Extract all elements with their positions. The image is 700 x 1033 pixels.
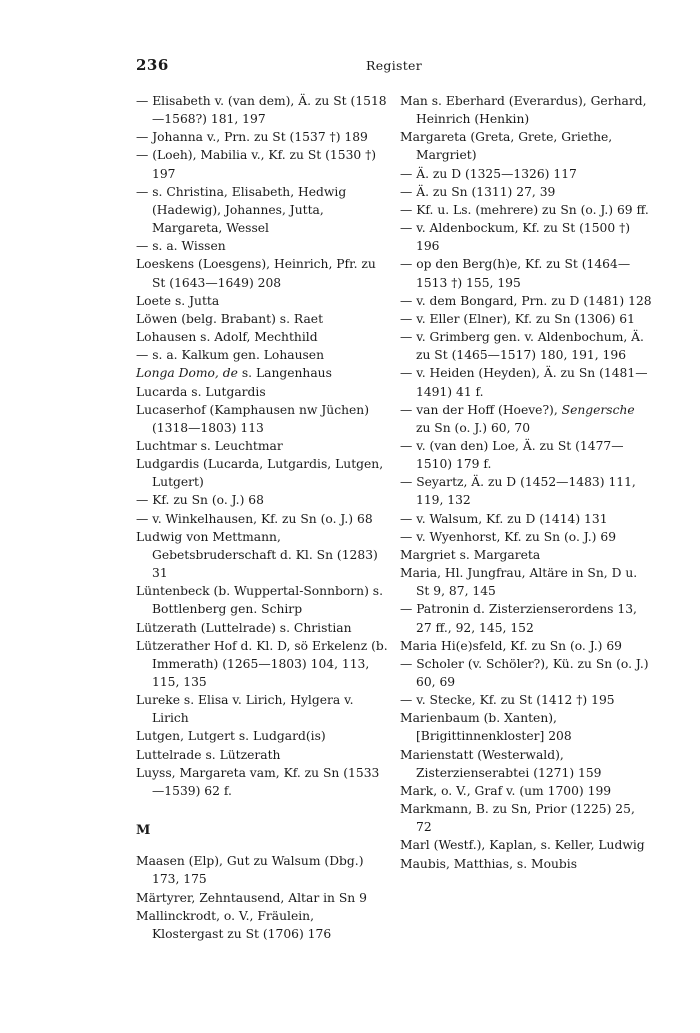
- entry-text: Ludgardis (Lucarda, Lutgardis, Lutgen, Lutgert): [136, 457, 384, 490]
- entry-text: Maria, Hl. Jungfrau, Altäre in Sn, D u. St 9, 87, 145: [400, 566, 638, 599]
- index-entry: [400, 782, 652, 800]
- entry-text: — Johanna v., Prn. zu St (1537 †) 189: [136, 130, 368, 145]
- index-entry: [136, 528, 388, 582]
- index-entry: [400, 128, 652, 164]
- entry-text: — v. Grimberg gen. v. Aldenbochum, Ä. zu St (1465—1517) 180, 191, 196: [400, 330, 644, 363]
- index-entry: [136, 255, 388, 291]
- entry-text: — van der Hoff (Hoeve?),: [400, 402, 562, 417]
- entry-text: Margriet s. Margareta: [400, 547, 541, 562]
- index-entry: [400, 836, 652, 854]
- entry-text: — s. a. Kalkum gen. Lohausen: [136, 348, 325, 363]
- entry-italic-text: Longa Domo, de: [136, 366, 238, 381]
- index-entry: [400, 510, 652, 528]
- entry-text: — op den Berg(h)e, Kf. zu St (1464—1513 †) 155, 195: [400, 257, 631, 290]
- index-entry: [400, 637, 652, 655]
- index-entry: [136, 691, 388, 727]
- entry-text: Loeskens (Loesgens), Heinrich, Pfr. zu St (1643—1649) 208: [136, 257, 376, 290]
- entry-text: — Seyartz, Ä. zu D (1452—1483) 111, 119, 132: [400, 475, 636, 508]
- index-entry: [400, 709, 652, 745]
- index-entry: [136, 510, 388, 528]
- index-entry: [400, 546, 652, 564]
- index-entry: [136, 183, 388, 237]
- index-entry: [400, 401, 652, 437]
- index-entry: [136, 727, 388, 745]
- index-entry: [136, 852, 388, 888]
- index-entry: [136, 328, 388, 346]
- index-entry: [136, 128, 388, 146]
- entry-text: — (Loeh), Mabilia v., Kf. zu St (1530 †) 197: [136, 148, 377, 181]
- index-entry: [136, 455, 388, 491]
- index-entry: [136, 637, 388, 691]
- entry-text: — v. Aldenbockum, Kf. zu St (1500 †) 196: [400, 221, 631, 254]
- entry-text: — v. Heiden (Heyden), Ä. zu Sn (1481—1491) 41 f.: [400, 366, 648, 399]
- entry-text: — Kf. u. Ls. (mehrere) zu Sn (o. J.) 69 ff.: [400, 202, 649, 217]
- entry-text: Margareta (Greta, Grete, Griethe, Margriet): [400, 130, 613, 163]
- index-entry: [400, 310, 652, 328]
- entry-text: Loete s. Jutta: [136, 293, 220, 308]
- index-entry: [400, 746, 652, 782]
- index-entry: [136, 491, 388, 509]
- entry-text: Luchtmar s. Leuchtmar: [136, 438, 283, 453]
- page-number: 236: [136, 56, 169, 74]
- entry-text: — v. Wyenhorst, Kf. zu Sn (o. J.) 69: [400, 529, 617, 544]
- index-entry: [400, 600, 652, 636]
- entry-text: — s. Christina, Elisabeth, Hedwig (Hadewig), Johannes, Jutta, Margareta, Wessel: [136, 184, 347, 236]
- entry-text: — Ä. zu Sn (1311) 27, 39: [400, 184, 556, 199]
- entry-text: Lützerather Hof d. Kl. D, sö Erkelenz (b. Immerath) (1265—1803) 104, 113, 115, 135: [136, 638, 388, 689]
- index-entry: [136, 346, 388, 364]
- entry-text: — v. dem Bongard, Prn. zu D (1481) 128: [400, 293, 652, 308]
- entry-text: Luyss, Margareta vam, Kf. zu Sn (1533—1539) 62 f.: [136, 765, 380, 798]
- right-entries: [400, 92, 652, 873]
- index-entry: [136, 237, 388, 255]
- entry-italic-text: Sengersche: [561, 402, 635, 417]
- index-entry: [136, 619, 388, 637]
- index-entry: [136, 292, 388, 310]
- index-entry: [400, 255, 652, 291]
- left-column: [136, 92, 388, 943]
- index-entry: [136, 383, 388, 401]
- index-entry: [400, 92, 652, 128]
- entry-text: Lureke s. Elisa v. Lirich, Hylgera v. Lirich: [136, 693, 354, 726]
- entry-text: Marienstatt (Westerwald), Zisterzienserabtei (1271) 159: [400, 747, 602, 780]
- entry-text: Man s. Eberhard (Everardus), Gerhard, Heinrich (Henkin): [400, 94, 647, 127]
- index-entry: [136, 907, 388, 943]
- entry-text: Lutgen, Lutgert s. Ludgard(is): [136, 729, 326, 744]
- entry-text: Maasen (Elp), Gut zu Walsum (Dbg.) 173, 175: [136, 854, 364, 887]
- entry-text: Markmann, B. zu Sn, Prior (1225) 25, 72: [400, 802, 635, 835]
- entry-text: — s. a. Wissen: [136, 239, 226, 254]
- index-entry: [136, 92, 388, 128]
- index-entry: [400, 364, 652, 400]
- index-entry: [136, 889, 388, 907]
- entry-text: — v. Walsum, Kf. zu D (1414) 131: [400, 511, 608, 526]
- entry-text: Lützerath (Luttelrade) s. Christian: [136, 620, 352, 635]
- entry-text: Mark, o. V., Graf v. (um 1700) 199: [400, 783, 612, 798]
- entry-text: — v. Eller (Elner), Kf. zu Sn (1306) 61: [400, 311, 635, 326]
- m-entries: [136, 852, 388, 943]
- entry-text: — Patronin d. Zisterzienserordens 13, 27 ff., 92, 145, 152: [400, 602, 637, 635]
- entry-text: Lucaserhof (Kamphausen nw Jüchen) (1318—1803) 113: [136, 402, 369, 435]
- running-head: Register: [366, 58, 423, 73]
- index-entry: [136, 746, 388, 764]
- index-entry: [400, 800, 652, 836]
- entry-text: — v. Winkelhausen, Kf. zu Sn (o. J.) 68: [136, 511, 373, 526]
- entry-text: — Kf. zu Sn (o. J.) 68: [136, 493, 264, 508]
- index-entry: [400, 564, 652, 600]
- right-column: [400, 92, 652, 873]
- index-entry: [136, 310, 388, 328]
- entry-text: Löwen (belg. Brabant) s. Raet: [136, 311, 324, 326]
- index-entry: [136, 764, 388, 800]
- entry-text: Lucarda s. Lutgardis: [136, 384, 266, 399]
- entry-text: Lohausen s. Adolf, Mechthild: [136, 330, 318, 345]
- index-entry: [400, 528, 652, 546]
- entry-text: Luttelrade s. Lützerath: [136, 747, 281, 762]
- section-letter: M: [136, 823, 151, 839]
- index-entry: [400, 201, 652, 219]
- entry-text: — Scholer (v. Schöler?), Kü. zu Sn (o. J.) 60, 69: [400, 656, 649, 689]
- index-entry: [400, 165, 652, 183]
- index-entry: [136, 401, 388, 437]
- index-entry: [400, 292, 652, 310]
- index-entry: [136, 437, 388, 455]
- index-entry: [400, 855, 652, 873]
- entry-text: s. Langenhaus: [237, 366, 332, 381]
- entry-text: — v. (van den) Loe, Ä. zu St (1477—1510) 179 f.: [400, 438, 624, 472]
- index-entry: [400, 691, 652, 709]
- index-entry: [400, 437, 652, 473]
- index-entry: [136, 146, 388, 182]
- left-entries: [136, 92, 388, 800]
- index-entry: [136, 364, 388, 382]
- entry-text: Ludwig von Mettmann, Gebetsbruderschaft d. Kl. Sn (1283) 31: [136, 529, 378, 581]
- index-entry: [400, 219, 652, 255]
- entry-text: Märtyrer, Zehntausend, Altar in Sn 9: [136, 890, 367, 905]
- entry-text: Mallinckrodt, o. V., Fräulein, Klostergast zu St (1706) 176: [136, 908, 332, 941]
- entry-text: Lüntenbeck (b. Wuppertal-Sonnborn) s. Bottlenberg gen. Schirp: [136, 584, 384, 617]
- entry-text: zu Sn (o. J.) 60, 70: [416, 420, 531, 435]
- entry-text: Marienbaum (b. Xanten), [Brigittinnenkloster] 208: [400, 711, 572, 744]
- entry-text: — Elisabeth v. (van dem), Ä. zu St (1518—1568?) 181, 197: [136, 94, 387, 127]
- entry-text: — v. Stecke, Kf. zu St (1412 †) 195: [400, 693, 615, 708]
- entry-text: Maria Hi(e)sfeld, Kf. zu Sn (o. J.) 69: [400, 638, 622, 653]
- index-entry: [400, 655, 652, 691]
- index-entry: [400, 183, 652, 201]
- index-entry: [136, 582, 388, 618]
- index-entry: [400, 328, 652, 364]
- entry-text: — Ä. zu D (1325—1326) 117: [400, 166, 577, 181]
- entry-text: Marl (Westf.), Kaplan, s. Keller, Ludwig: [400, 838, 645, 853]
- index-entry: [400, 473, 652, 509]
- entry-text: Maubis, Matthias, s. Moubis: [400, 856, 578, 871]
